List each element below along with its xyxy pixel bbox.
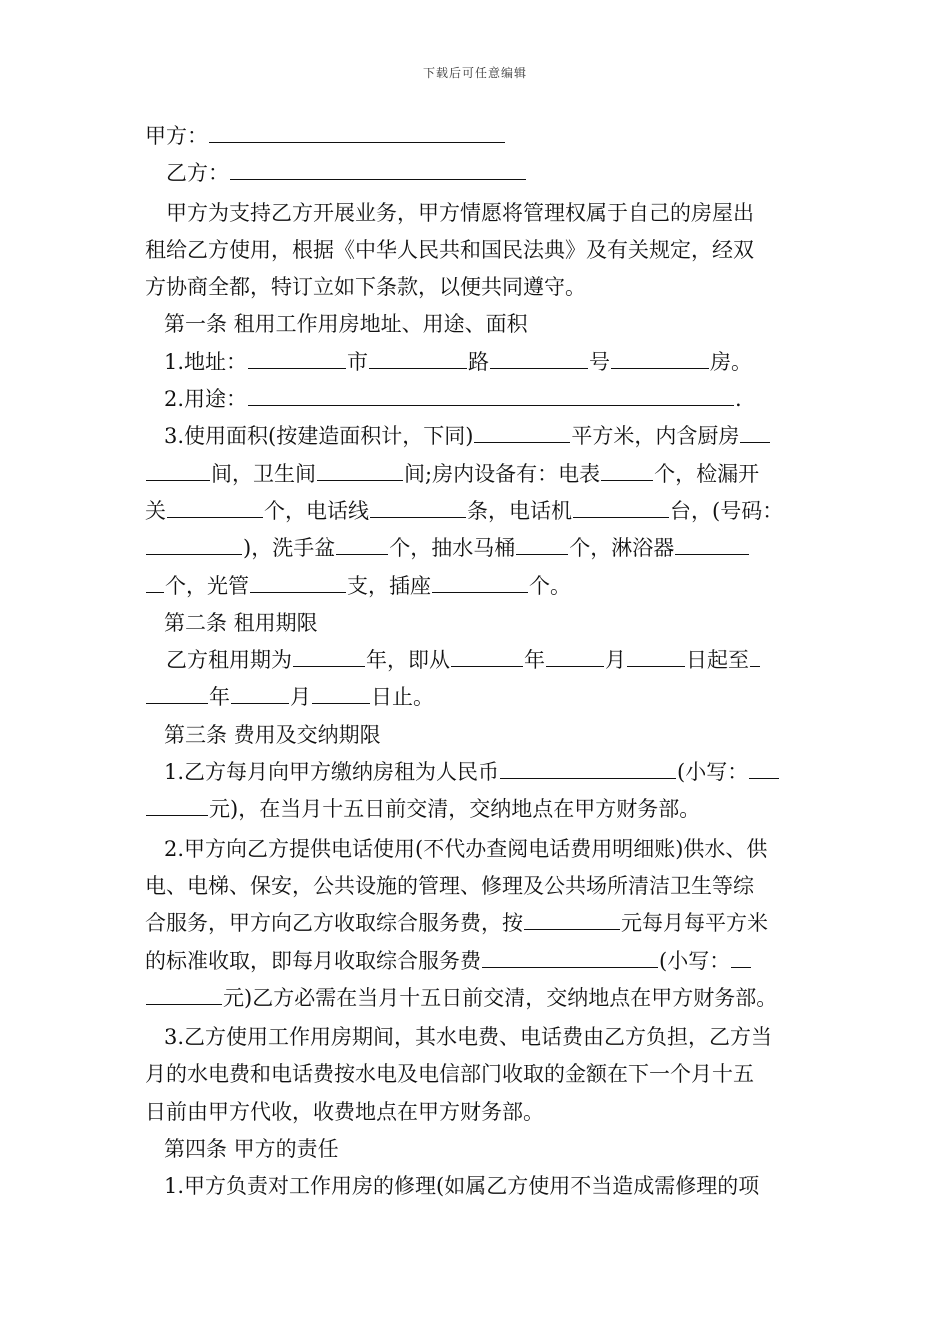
rent-line-1 xyxy=(145,754,810,791)
party-a-line xyxy=(145,118,810,155)
rent-lowercase-blank-a[interactable] xyxy=(749,757,779,779)
rent-blank[interactable] xyxy=(500,757,676,779)
area-line-2 xyxy=(145,456,810,493)
service-line-5 xyxy=(145,980,810,1017)
rent-payment-text: 元)，在当月十五日前交清，交纳地点在甲方财务部。 xyxy=(209,797,701,822)
socket-text: 支，插座 xyxy=(347,573,431,598)
room-blank[interactable] xyxy=(611,347,709,369)
service-line-3 xyxy=(145,905,810,942)
start-month-blank[interactable] xyxy=(546,645,604,667)
article-3-title: 第三条 费用及交纳期限 xyxy=(164,722,381,747)
phone-line-blank[interactable] xyxy=(370,496,466,518)
start-day-blank[interactable] xyxy=(627,645,685,667)
phone-number-text: 台，(号码： xyxy=(670,498,784,523)
article-2-title: 第二条 租用期限 xyxy=(164,610,318,635)
service-payment-text: 元)乙方必需在当月十五日前交清，交纳地点在甲方财务部。 xyxy=(223,985,778,1010)
number-text: 号 xyxy=(589,349,611,374)
meter-text: 间;房内设备有：电表 xyxy=(404,461,601,486)
service-line-4 xyxy=(145,943,810,980)
city-text: 市 xyxy=(347,349,369,374)
term-years-blank[interactable] xyxy=(293,645,365,667)
service-lowercase-blank-a[interactable] xyxy=(731,946,751,968)
leak-switch-text: 个，检漏开 xyxy=(654,461,760,486)
address-line xyxy=(145,344,810,381)
purpose-blank[interactable] xyxy=(248,384,734,406)
service-line-2: 电、电梯、保安，公共设施的管理、修理及公共场所清洁卫生等综 xyxy=(145,873,754,898)
preamble-line-2: 租给乙方使用，根据《中华人民共和国民法典》及有关规定，经双 xyxy=(145,237,754,262)
service-lowercase-text: (小写： xyxy=(659,948,731,973)
kitchen-blank-a[interactable] xyxy=(740,421,770,443)
tube-text: 个，光管 xyxy=(165,573,249,598)
phone-set-blank[interactable] xyxy=(573,496,669,518)
toilet-blank[interactable] xyxy=(516,533,568,555)
number-blank[interactable] xyxy=(490,347,588,369)
switch-blank[interactable] xyxy=(167,496,263,518)
preamble-line-1: 甲方为支持乙方开展业务，甲方情愿将管理权属于自己的房屋出 xyxy=(166,200,754,225)
switch-text: 关 xyxy=(145,498,166,523)
basin-blank[interactable] xyxy=(336,533,388,555)
repair-line-1: 1.甲方负责对工作用房的修理(如属乙方使用不当造成需修理的项 xyxy=(164,1174,760,1199)
start-month-text: 月 xyxy=(605,648,626,673)
utility-line-3: 日前由甲方代收，收费地点在甲方财务部。 xyxy=(145,1099,544,1124)
article-4-title: 第四条 甲方的责任 xyxy=(164,1137,339,1162)
room-text: 房。 xyxy=(710,349,753,374)
service-monthly-blank[interactable] xyxy=(482,946,658,968)
basin-text: )，洗手盆 xyxy=(243,536,336,561)
socket-blank[interactable] xyxy=(432,571,528,593)
shower-blank-b[interactable] xyxy=(146,571,164,593)
meter-blank[interactable] xyxy=(601,459,653,481)
end-day-blank[interactable] xyxy=(312,682,370,704)
party-b-blank[interactable] xyxy=(230,158,526,180)
road-text: 路 xyxy=(468,349,490,374)
purpose-line xyxy=(145,381,810,418)
phone-line-text: 个，电话线 xyxy=(264,498,369,523)
term-line-2 xyxy=(145,679,810,716)
phone-number-blank[interactable] xyxy=(146,533,242,555)
start-day-text: 日起至 xyxy=(686,648,749,673)
road-blank[interactable] xyxy=(369,347,467,369)
bathroom-text: 间，卫生间 xyxy=(211,461,316,486)
service-rate-text: 元每月每平方米 xyxy=(621,911,768,936)
start-year-blank[interactable] xyxy=(451,645,523,667)
shower-blank-a[interactable] xyxy=(675,533,749,555)
preamble-line-3: 方协商全都，特订立如下条款，以便共同遵守。 xyxy=(145,275,586,300)
rent-label: 1.乙方每月向甲方缴纳房租为人民币 xyxy=(164,760,500,785)
end-year-blank-b[interactable] xyxy=(146,682,208,704)
area-line-3 xyxy=(145,493,810,530)
party-b-label: 乙方： xyxy=(166,161,229,186)
end-day-text: 日止。 xyxy=(371,685,434,710)
toilet-text: 个，抽水马桶 xyxy=(389,536,516,561)
party-b-line xyxy=(145,155,810,192)
party-a-blank[interactable] xyxy=(209,121,505,143)
article-1-title: 第一条 租用工作用房地址、用途、面积 xyxy=(164,312,528,337)
service-monthly-text: 的标准收取，即每月收取综合服务费 xyxy=(145,948,481,973)
start-year-text: 年 xyxy=(524,648,545,673)
rent-lowercase-blank-b[interactable] xyxy=(146,794,208,816)
purpose-label: 2.用途： xyxy=(164,387,248,412)
area-line-5 xyxy=(145,568,810,605)
end-year-blank-a[interactable] xyxy=(750,645,760,667)
shower-text: 个，淋浴器 xyxy=(569,536,675,561)
rent-line-2 xyxy=(145,791,810,828)
term-from-text: 年，即从 xyxy=(366,648,450,673)
city-blank[interactable] xyxy=(248,347,346,369)
end-month-blank[interactable] xyxy=(231,682,289,704)
service-rate-blank[interactable] xyxy=(524,908,620,930)
area-blank[interactable] xyxy=(474,421,570,443)
tube-blank[interactable] xyxy=(250,571,346,593)
area-text: 平方米，内含厨房 xyxy=(571,424,740,449)
utility-line-2: 月的水电费和电话费按水电及电信部门收取的金额在下一个月十五 xyxy=(145,1062,754,1087)
address-label: 1.地址： xyxy=(164,349,248,374)
page-header-note: 下载后可任意编辑 xyxy=(422,66,527,80)
area-label: 3.使用面积(按建造面积计，下同) xyxy=(164,424,474,449)
phone-set-text: 条，电话机 xyxy=(467,498,572,523)
area-line-4 xyxy=(145,530,810,567)
bathroom-blank[interactable] xyxy=(317,459,403,481)
end-year-text: 年 xyxy=(209,685,230,710)
end-month-text: 月 xyxy=(290,685,311,710)
rent-lowercase-text: (小写： xyxy=(677,760,749,785)
socket-end-text: 个。 xyxy=(529,573,571,598)
service-line-1: 2.甲方向乙方提供电话使用(不代办查阅电话费用明细账)供水、供 xyxy=(164,836,768,861)
contract-body xyxy=(145,118,810,1206)
service-fee-text: 合服务，甲方向乙方收取综合服务费，按 xyxy=(145,911,523,936)
utility-line-1: 3.乙方使用工作用房期间，其水电费、电话费由乙方负担，乙方当 xyxy=(164,1025,773,1050)
party-a-label: 甲方： xyxy=(145,124,208,148)
area-line-1 xyxy=(145,418,810,455)
service-lowercase-blank-b[interactable] xyxy=(146,983,222,1005)
purpose-dot: . xyxy=(735,387,742,412)
term-label: 乙方租用期为 xyxy=(166,648,292,673)
kitchen-blank-b[interactable] xyxy=(146,459,210,481)
term-line-1 xyxy=(145,642,810,679)
